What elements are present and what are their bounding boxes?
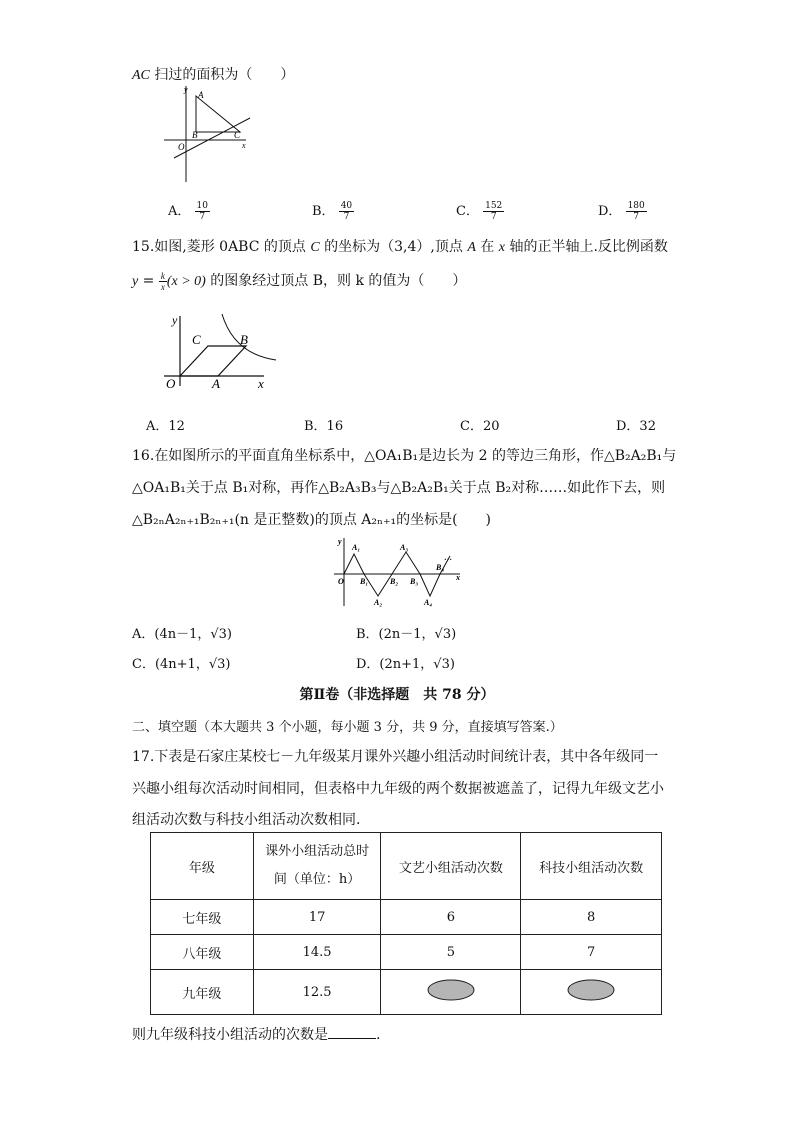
table-row [151, 900, 662, 935]
q15-line2-rest: 的图象经过顶点 B，则 k 的值为（ ） [205, 273, 467, 289]
q16-line3: △B₂ₙA₂ₙ₊₁B₂ₙ₊₁(n 是正整数)的顶点 A₂ₙ₊₁的坐标是( ) [132, 512, 492, 528]
header-grade: 年级 [151, 833, 254, 900]
q15-label-b: B [240, 332, 248, 347]
q15-line1-a: 15.如图,菱形 0ABC 的顶点 [132, 239, 311, 255]
header-tech: 科技小组活动次数 [521, 833, 662, 900]
q15-option-d[interactable]: D．32 [616, 419, 656, 434]
q14-option-b[interactable] [312, 200, 354, 222]
q16-figure [330, 534, 470, 610]
q17-line2: 兴趣小组每次活动时间相同，但表格中九年级的两个数据被遮盖了，记得九年级文艺小 [132, 781, 664, 797]
q17-answer-prefix: 则九年级科技小组活动的次数是 [132, 1027, 328, 1043]
cell-time: 14.5 [253, 935, 381, 970]
q16-label-o: O [338, 577, 344, 586]
table-row [151, 935, 662, 970]
q15-figure [160, 310, 280, 395]
q15-hyperbola [222, 314, 276, 360]
q16-label-b3: B₃ [410, 577, 419, 586]
q15-label-y: y [172, 313, 178, 327]
cell-tech-covered [521, 970, 662, 1015]
q14-option-d-den: 7 [633, 212, 640, 222]
q14-option-a-num: 10 [196, 201, 208, 211]
q14-label-c: C [234, 130, 241, 140]
table-row [151, 970, 662, 1015]
q16-label-b1: B₁ [360, 577, 369, 586]
q14-option-c-frac [483, 201, 504, 222]
q14-stem-var: AC [132, 68, 150, 83]
q14-option-b-frac [339, 201, 354, 222]
q15-rhombus [180, 346, 246, 376]
q15-line1-x: x [498, 240, 505, 255]
cell-time: 17 [253, 900, 381, 935]
q14-option-c[interactable] [456, 200, 504, 222]
q14-label-b: B [192, 130, 198, 140]
q15-label-o: O [166, 376, 176, 391]
q16-option-d[interactable]: D．(2n+1，√3) [356, 657, 455, 672]
section-title: 第Ⅱ卷（非选择题 共 78 分） [299, 687, 495, 703]
q15-line1 [132, 236, 668, 256]
header-total-time [253, 833, 381, 900]
q15-line1-b: 的坐标为（3,4）,顶点 [319, 239, 468, 255]
cell-grade: 八年级 [151, 935, 254, 970]
cell-arts: 5 [381, 935, 521, 970]
q16-line1: 16.在如图所示的平面直角坐标系中，△OA₁B₁是边长为 2 的等边三角形，作△B₂A₂B₁与 [132, 448, 677, 464]
q17-line3: 组活动次数与科技小组活动次数相同. [132, 812, 361, 828]
q15-line2-den: x [160, 281, 165, 292]
q14-option-d[interactable] [598, 200, 647, 222]
q15-line1-e: 轴的正半轴上.反比例函数 [505, 239, 668, 255]
q14-stem-text: 扫过的面积为（ ） [149, 67, 295, 83]
q15-option-c[interactable]: C．20 [460, 419, 500, 434]
q15-option-a[interactable]: A．12 [146, 419, 185, 434]
q14-option-a-letter: A． [168, 204, 191, 219]
q15-line2-cond: (x > 0) [166, 274, 206, 289]
q14-figure [160, 82, 260, 192]
table-header-row [151, 833, 662, 900]
q16-label-b4: B₄ [436, 563, 445, 572]
cell-arts: 6 [381, 900, 521, 935]
q15-label-a: A [212, 376, 220, 391]
q16-line2: △OA₁B₁关于点 B₁对称，再作△B₂A₃B₃与△B₂A₂B₁关于点 B₂对称……如此作下去，则 [132, 480, 666, 496]
cell-tech: 8 [521, 900, 662, 935]
q14-option-d-num: 180 [627, 201, 645, 211]
header-total-time-line1: 课外小组活动总时 [265, 844, 370, 859]
q16-label-a4: A₄ [424, 598, 433, 607]
header-total-time-line2: 间（单位：h） [273, 872, 361, 887]
q15-line2-y: y [132, 274, 139, 289]
q14-option-b-den: 7 [343, 212, 350, 222]
q14-option-d-letter: D． [598, 204, 622, 219]
cell-grade: 七年级 [151, 900, 254, 935]
q14-stem [132, 64, 294, 84]
q17-answer-blank[interactable] [328, 1026, 376, 1039]
q15-line2-frac [159, 271, 167, 292]
section-part2-heading: 二、填空题（本大题共 3 个小题，每小题 3 分，共 9 分，直接填写答案.） [132, 720, 563, 735]
q16-option-b[interactable]: B．(2n－1，√3) [356, 627, 457, 642]
q16-label-y: y [338, 537, 342, 546]
q14-option-b-num: 40 [340, 201, 353, 211]
q14-option-c-letter: C． [456, 204, 479, 219]
q15-line2-eq: = [138, 273, 159, 289]
cell-time: 12.5 [253, 970, 381, 1015]
q14-option-c-den: 7 [490, 212, 497, 222]
q15-line2 [132, 270, 466, 292]
q15-line1-d: 在 [475, 239, 499, 255]
q15-line1-c: C [310, 240, 320, 255]
q15-label-x: x [258, 376, 264, 391]
q16-label-x: x [456, 573, 460, 582]
q14-option-a[interactable] [168, 200, 210, 222]
q14-label-o: O [178, 142, 185, 152]
q14-option-b-letter: B． [312, 204, 335, 219]
q16-option-a[interactable]: A．(4n－1，√3) [132, 627, 233, 642]
q14-option-a-frac [195, 201, 210, 222]
q16-label-a2: A₂ [374, 598, 383, 607]
q14-option-c-num: 152 [485, 201, 503, 211]
q15-option-b[interactable]: B．16 [304, 419, 344, 434]
q15-label-c: C [192, 332, 201, 347]
q16-label-a3: A₃ [400, 543, 409, 552]
header-arts: 文艺小组活动次数 [381, 833, 521, 900]
q14-option-a-den: 7 [199, 212, 206, 222]
q16-label-a1: A₁ [352, 543, 361, 552]
cover-ellipse-tech [566, 979, 616, 1001]
q15-line2-num: k [160, 270, 165, 281]
q15-line1-var: A [467, 240, 476, 255]
q16-option-c[interactable]: C．(4n+1，√3) [132, 657, 231, 672]
q14-label-y: y [184, 85, 188, 94]
cover-ellipse-arts [426, 979, 476, 1001]
q17-answer-suffix: . [376, 1027, 381, 1043]
q14-option-d-frac [626, 201, 647, 222]
q16-label-b2: B₂ [390, 577, 399, 586]
q17-line1: 17.下表是石家庄某校七－九年级某月课外兴趣小组活动时间统计表，其中各年级同一 [132, 749, 659, 765]
q14-label-x: x [242, 141, 246, 150]
q16-label-dots: … [444, 553, 452, 562]
cell-grade: 九年级 [151, 970, 254, 1015]
q14-label-a: A [198, 90, 204, 100]
cell-tech: 7 [521, 935, 662, 970]
q17-table [150, 832, 662, 1015]
cell-arts-covered [381, 970, 521, 1015]
q17-answer [132, 1024, 380, 1044]
